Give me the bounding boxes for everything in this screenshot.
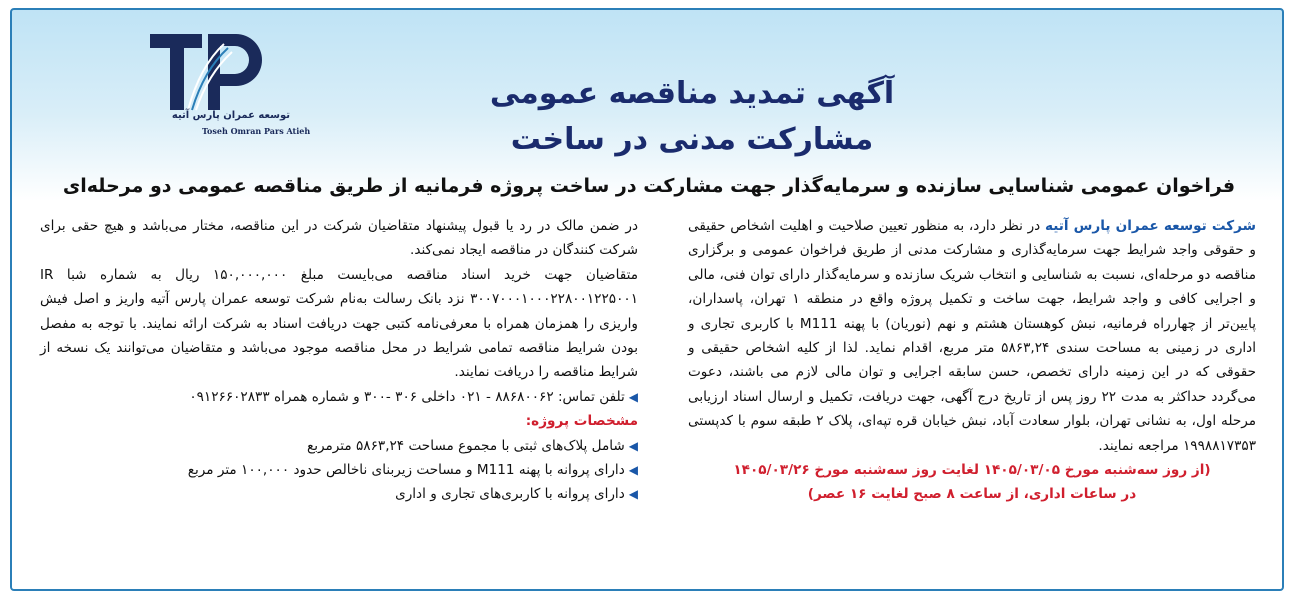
right-column — [688, 214, 1256, 507]
deadline-hours: در ساعات اداری، از ساعت ۸ صبح لغایت ۱۶ عصر) — [807, 486, 1137, 503]
spec-item — [40, 458, 638, 482]
phone-text: تلفن تماس: ۸۸۶۸۰۰۶۲ - ۰۲۱ داخلی ۳۰۶ -۳۰۰ و شماره همراه ۰۹۱۲۶۶۰۲۸۳۳ — [189, 388, 625, 405]
purchase-paragraph: متقاضیان جهت خرید اسناد مناقصه می‌بایست مبلغ ۱۵۰,۰۰۰,۰۰۰ ریال به شماره شبا IR ۳۰۰۷۰۰۰۱۰۰۰۲۲۸۰۰۱۲۲۵۰۰۱ نزد بانک رسالت به‌نام شرکت توسعه عمران پارس آتیه واریز و اصل فیش واریزی را همزمان همراه با معرفی‌نامه کتبی جهت دریافت اسناد به شرکت ارائه نمایند. با توجه به مفصل بودن شرایط مناقصه تمامی شرایط در محل مناقصه موجود می‌باشد و متقاضیان می‌توانند یک نسخه از شرایط مناقصه را دریافت نمایند. — [40, 266, 638, 381]
spec-text: دارای پروانه با کاربری‌های تجاری و اداری — [395, 486, 625, 503]
specs-title: مشخصات پروژه: — [525, 413, 638, 430]
bullet-arrow-icon: ◀ — [628, 389, 638, 404]
logo-name-en: Toseh Omran Pars Atieh — [202, 126, 311, 136]
owner-rights-paragraph: در ضمن مالک در رد یا قبول پیشنهاد متقاضیان شرکت در این مناقصه، مختار می‌باشد و هیچ حقی برای شرکت کنندگان در مناقصه ایجاد نمی‌کند. — [40, 218, 638, 259]
deadline-dates: (از روز سه‌شنبه مورخ ۱۴۰۵/۰۳/۰۵ لغایت روز سه‌شنبه مورخ ۱۴۰۵/۰۳/۲۶ — [733, 462, 1211, 479]
notice-headline: فراخوان عمومی شناسایی سازنده و سرمایه‌گذار جهت مشارکت در ساخت پروژه فرمانیه از طریق مناقصه عمومی دو مرحله‌ای — [62, 175, 1236, 197]
logo-mark-icon — [140, 26, 290, 116]
notice-frame — [10, 8, 1284, 591]
spec-text: دارای پروانه با پهنه M111 و مساحت زیربنای ناخالص حدود ۱۰۰,۰۰۰ متر مربع — [187, 462, 625, 479]
bullet-arrow-icon: ◀ — [628, 438, 638, 453]
notice-subtitle: مشارکت مدنی در ساخت — [510, 122, 874, 157]
spec-text: شامل پلاک‌های ثبتی با مجموع مساحت ۵۸۶۳,۲۴ مترمربع — [306, 437, 625, 454]
bullet-arrow-icon: ◀ — [628, 487, 638, 502]
spec-item — [40, 434, 638, 458]
spec-item — [40, 482, 638, 506]
bullet-arrow-icon: ◀ — [628, 463, 638, 478]
company-name: شرکت توسعه عمران پارس آتیه — [1044, 218, 1257, 234]
company-logo — [140, 26, 311, 144]
phone-line — [40, 385, 638, 409]
notice-title: آگهی تمدید مناقصه عمومی — [489, 76, 895, 111]
intro-body: در نظر دارد، به منظور تعیین صلاحیت و اهلیت اشخاص حقیقی و حقوقی واجد شرایط جهت سرمایه‌گذاری و مشارکت مدنی از طریق فراخوان عمومی و برگزاری مناقصه دو مرحله‌ای، نسبت به شناسایی و انتخاب شریک سازنده و سرمایه‌گذار دارای توان فنی، مالی و اجرایی کافی و واجد شرایط، جهت ساخت و تکمیل پروژه واقع در منطقه ۱ تهران، پاسداران، پایین‌تر از چهارراه فرمانیه، نبش کوهستان هشتم و نهم (نوریان) با پهنه M111 با کاربری تجاری و اداری در زمینی به مساحت سندی ۵۸۶۳,۲۴ متر مربع، اقدام نماید. لذا از کلیه اشخاص حقیقی و حقوقی که در این زمینه دارای تخصص، حسن سابقه اجرایی و توان مالی لازم می باشند، دعوت می‌گردد حداکثر به مدت ۲۲ روز پس از تاریخ درج آگهی، جهت دریافت، تکمیل و ارسال اسناد ارزیابی مرحله اول، به نشانی تهران، بلوار سعادت آباد، نبش خیابان قره تپه‌ای، پلاک ۲ طبقه سوم با کدپستی ۱۹۹۸۸۱۷۳۵۳ مراجعه نمایند. — [688, 218, 1257, 454]
logo-name-fa: توسعه عمران پارس آتیه — [171, 110, 290, 121]
left-column — [40, 214, 638, 507]
intro-paragraph — [688, 214, 1256, 458]
